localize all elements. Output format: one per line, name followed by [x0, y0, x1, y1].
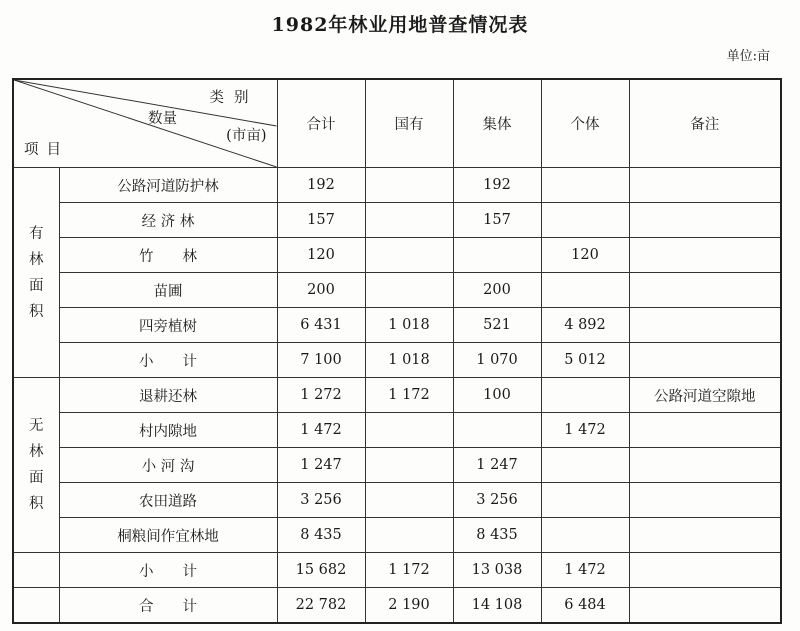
individual-cell: 1 472	[541, 413, 629, 448]
state-cell	[365, 483, 453, 518]
item-cell: 竹 林	[59, 238, 277, 273]
group-label-non-forested: 无 林 面 积	[13, 378, 59, 553]
state-cell: 1 018	[365, 308, 453, 343]
item-cell: 四旁植树	[59, 308, 277, 343]
collective-cell: 521	[453, 308, 541, 343]
state-cell: 1 172	[365, 378, 453, 413]
empty-group-cell	[13, 588, 59, 624]
total-cell: 192	[277, 168, 365, 203]
individual-cell	[541, 203, 629, 238]
subtotal-row	[13, 553, 781, 588]
item-cell: 合 计	[59, 588, 277, 624]
table-title: 1982年林业用地普查情况表	[271, 14, 529, 36]
note-cell	[629, 413, 781, 448]
header-row	[13, 79, 781, 168]
item-label: 项目	[24, 142, 69, 158]
total-cell: 15 682	[277, 553, 365, 588]
state-cell: 2 190	[365, 588, 453, 624]
collective-cell	[453, 238, 541, 273]
table-row	[13, 273, 781, 308]
item-cell: 经 济 林	[59, 203, 277, 238]
state-cell: 1 172	[365, 553, 453, 588]
note-cell	[629, 168, 781, 203]
group-label-forested: 有 林 面 积	[13, 168, 59, 378]
table-row	[13, 343, 781, 378]
table-row	[13, 168, 781, 203]
state-cell	[365, 168, 453, 203]
col-header-collective: 集体	[453, 79, 541, 168]
collective-cell: 14 108	[453, 588, 541, 624]
col-header-total: 合计	[277, 79, 365, 168]
collective-cell: 100	[453, 378, 541, 413]
quantity-label: 数量	[148, 111, 177, 127]
note-cell	[629, 518, 781, 553]
individual-cell: 5 012	[541, 343, 629, 378]
collective-cell: 1 247	[453, 448, 541, 483]
collective-cell: 200	[453, 273, 541, 308]
individual-cell: 1 472	[541, 553, 629, 588]
table-row	[13, 308, 781, 343]
note-cell	[629, 308, 781, 343]
state-cell	[365, 413, 453, 448]
table-row	[13, 203, 781, 238]
state-cell	[365, 273, 453, 308]
individual-cell	[541, 378, 629, 413]
note-cell: 公路河道空隙地	[629, 378, 781, 413]
forestland-census-table	[12, 78, 782, 624]
state-cell	[365, 518, 453, 553]
collective-cell: 1 070	[453, 343, 541, 378]
item-cell: 村内隙地	[59, 413, 277, 448]
note-cell	[629, 448, 781, 483]
note-cell	[629, 343, 781, 378]
note-cell	[629, 238, 781, 273]
table-row	[13, 238, 781, 273]
item-cell: 苗圃	[59, 273, 277, 308]
table-row	[13, 483, 781, 518]
item-cell: 农田道路	[59, 483, 277, 518]
individual-cell	[541, 448, 629, 483]
total-cell: 120	[277, 238, 365, 273]
note-cell	[629, 203, 781, 238]
total-cell: 7 100	[277, 343, 365, 378]
collective-cell: 3 256	[453, 483, 541, 518]
item-cell: 桐粮间作宜林地	[59, 518, 277, 553]
category-label: 类别	[209, 90, 259, 106]
table-row	[13, 448, 781, 483]
collective-cell: 13 038	[453, 553, 541, 588]
total-cell: 1 247	[277, 448, 365, 483]
note-cell	[629, 588, 781, 624]
item-cell: 小 计	[59, 553, 277, 588]
note-cell	[629, 273, 781, 308]
individual-cell: 6 484	[541, 588, 629, 624]
total-cell: 1 472	[277, 413, 365, 448]
collective-cell: 8 435	[453, 518, 541, 553]
item-cell: 公路河道防护林	[59, 168, 277, 203]
table-row	[13, 413, 781, 448]
total-cell: 22 782	[277, 588, 365, 624]
table-row	[13, 518, 781, 553]
table-row	[13, 378, 781, 413]
total-cell: 200	[277, 273, 365, 308]
collective-cell: 192	[453, 168, 541, 203]
collective-cell	[453, 413, 541, 448]
note-cell	[629, 553, 781, 588]
total-cell: 8 435	[277, 518, 365, 553]
item-cell: 小 河 沟	[59, 448, 277, 483]
quantity-unit-label: (市亩)	[226, 128, 267, 144]
individual-cell	[541, 168, 629, 203]
col-header-state: 国有	[365, 79, 453, 168]
item-cell: 退耕还林	[59, 378, 277, 413]
grand-total-row	[13, 588, 781, 624]
col-header-individual: 个体	[541, 79, 629, 168]
individual-cell: 4 892	[541, 308, 629, 343]
individual-cell	[541, 518, 629, 553]
state-cell	[365, 448, 453, 483]
state-cell	[365, 238, 453, 273]
col-header-note: 备注	[629, 79, 781, 168]
individual-cell	[541, 483, 629, 518]
state-cell	[365, 203, 453, 238]
total-cell: 3 256	[277, 483, 365, 518]
individual-cell: 120	[541, 238, 629, 273]
state-cell: 1 018	[365, 343, 453, 378]
note-cell	[629, 483, 781, 518]
individual-cell	[541, 273, 629, 308]
unit-label: 单位:亩	[726, 49, 770, 64]
total-cell: 6 431	[277, 308, 365, 343]
item-cell: 小 计	[59, 343, 277, 378]
total-cell: 157	[277, 203, 365, 238]
total-cell: 1 272	[277, 378, 365, 413]
empty-group-cell	[13, 553, 59, 588]
collective-cell: 157	[453, 203, 541, 238]
diagonal-header-cell	[13, 79, 277, 168]
